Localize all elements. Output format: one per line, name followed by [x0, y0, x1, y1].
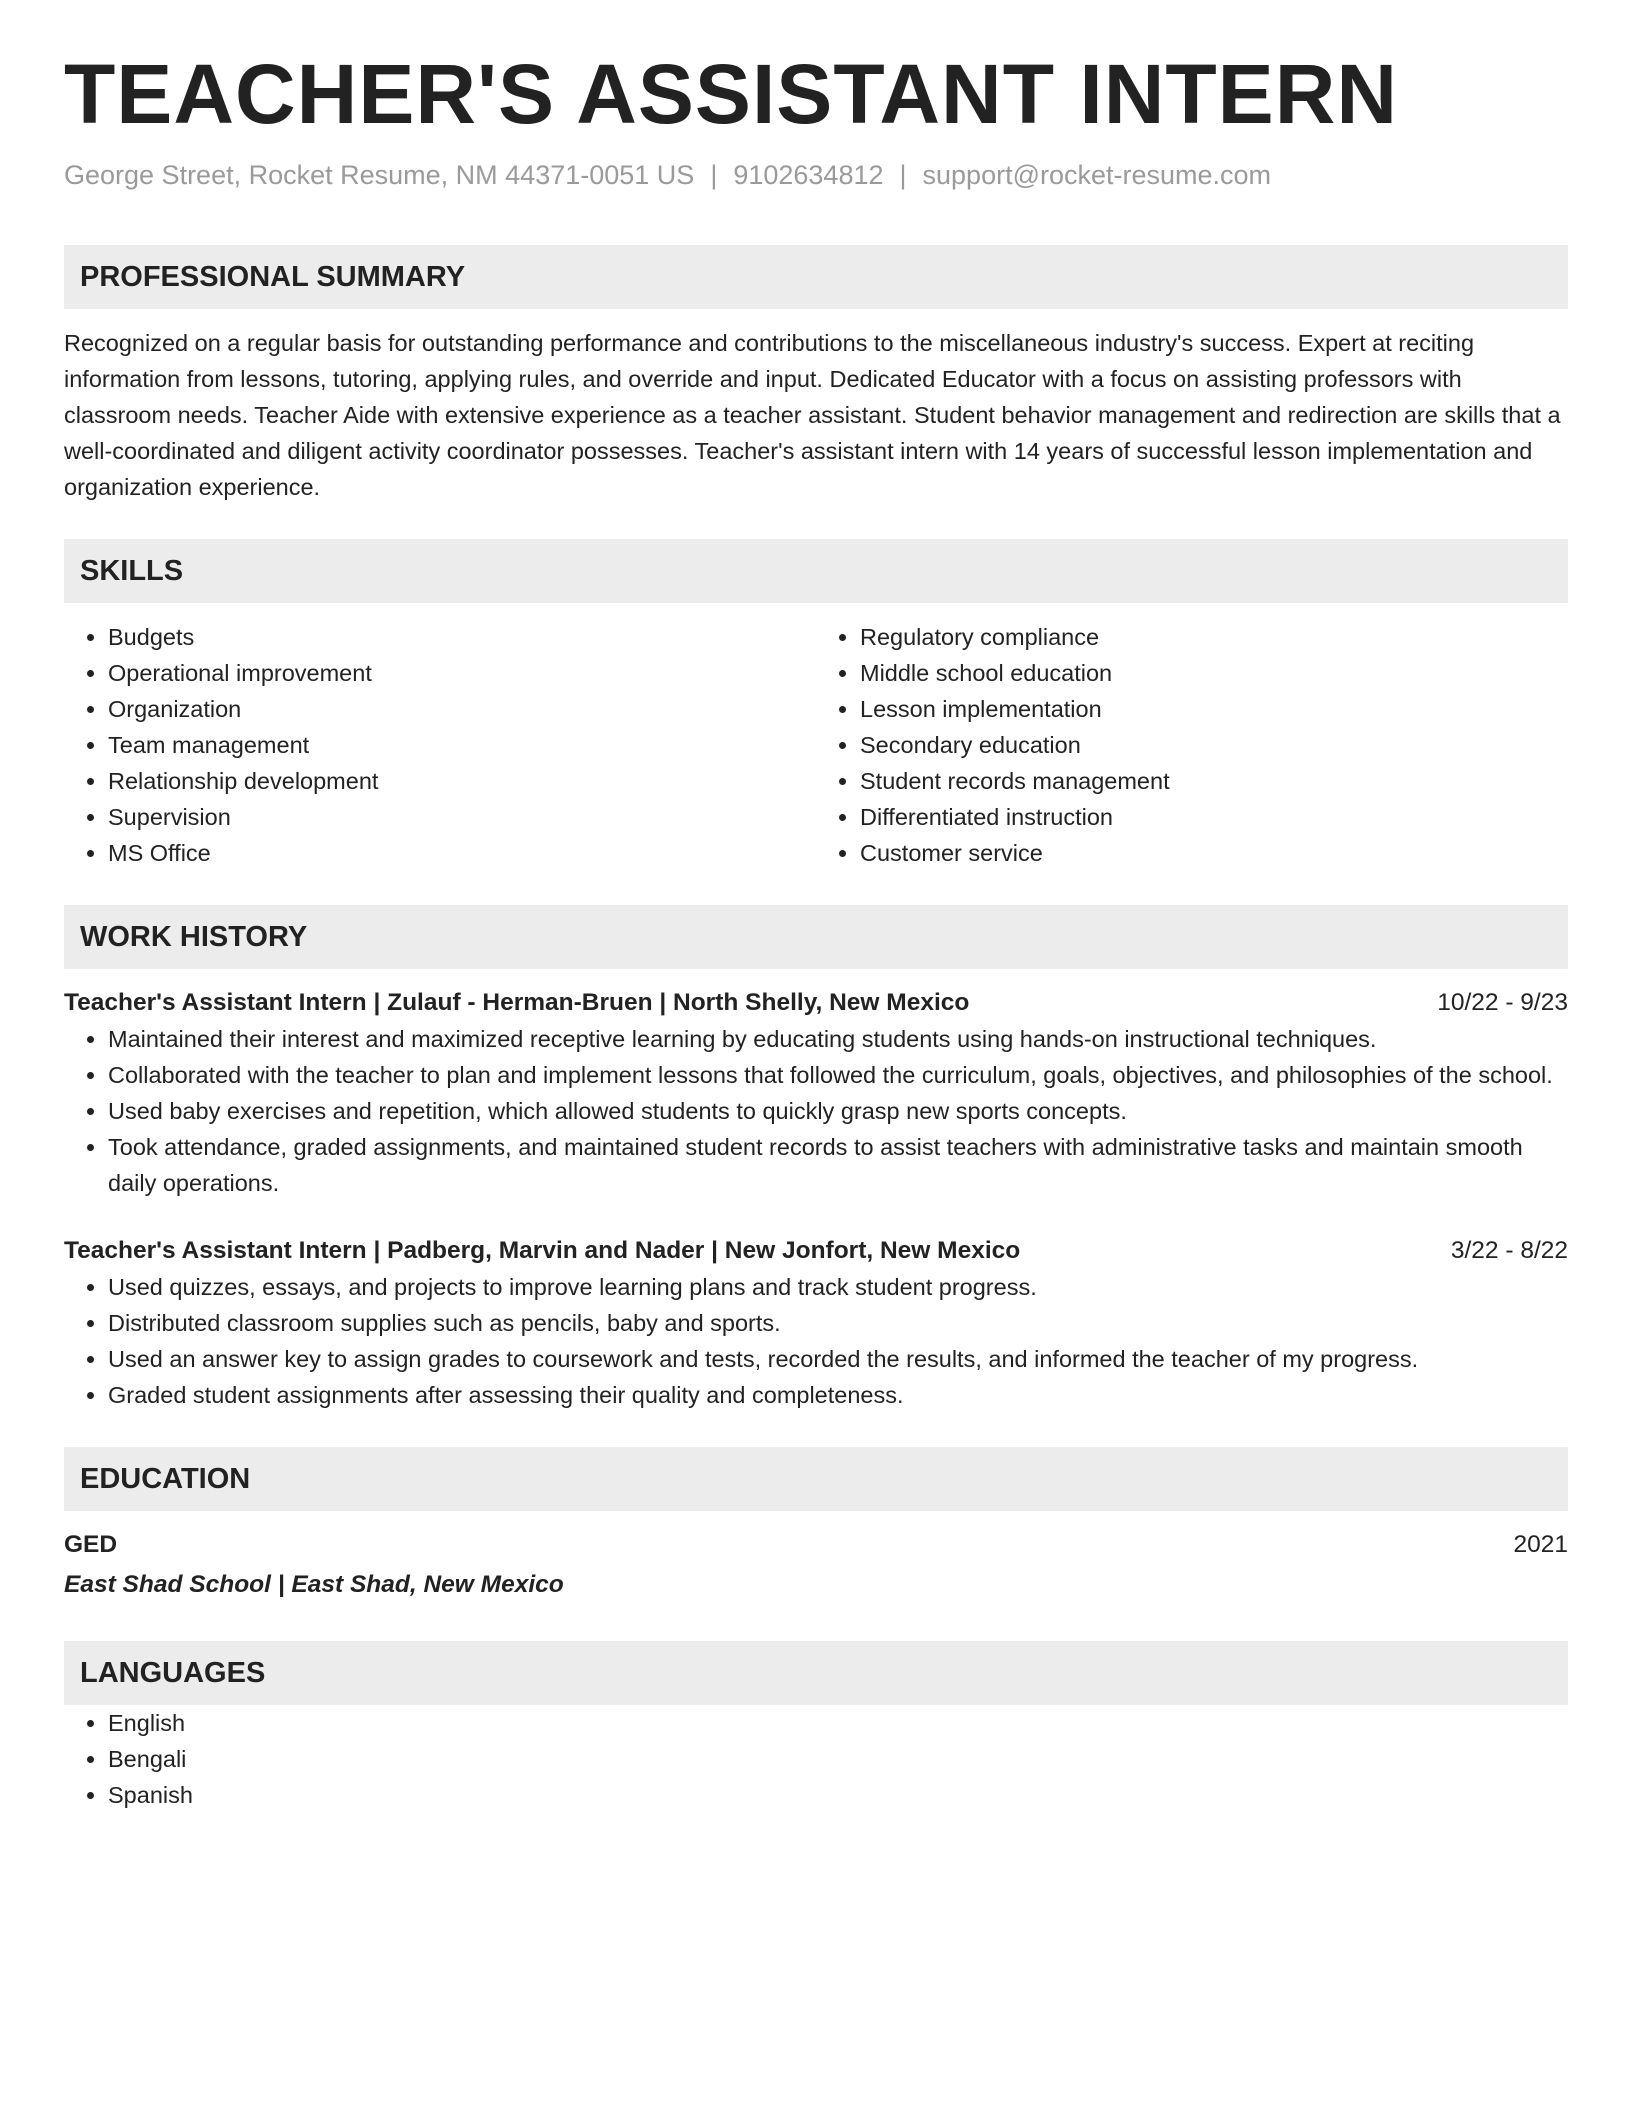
job-bullet: • Used an answer key to assign grades to coursework and tests, recorded the results, and informed the teacher of my progress.: [108, 1341, 1568, 1377]
job-title: Teacher's Assistant Intern | Padberg, Marvin and Nader | New Jonfort, New Mexico: [64, 1237, 1021, 1265]
skill-item: • Customer service: [860, 835, 1568, 871]
job-bullet: • Distributed classroom supplies such as pencils, baby and sports.: [108, 1305, 1568, 1341]
skill-item: • Organization: [108, 691, 816, 727]
skill-item: • Middle school education: [860, 655, 1568, 691]
job-bullet: • Collaborated with the teacher to plan and implement lessons that followed the curriculum, goals, objectives, and philosophies of the school.: [108, 1057, 1568, 1093]
language-item: • Spanish: [108, 1777, 1568, 1813]
skill-item: • Supervision: [108, 799, 816, 835]
skills-list-left: [64, 619, 816, 871]
skill-item: • Operational improvement: [108, 655, 816, 691]
skill-item: • Differentiated instruction: [860, 799, 1568, 835]
job-bullet: • Took attendance, graded assignments, and maintained student records to assist teachers with administrative tasks and maintain smooth daily operations.: [108, 1129, 1568, 1201]
section-heading-education: EDUCATION: [64, 1447, 1568, 1511]
section-heading-languages: LANGUAGES: [64, 1641, 1568, 1705]
contact-line: [64, 158, 1568, 193]
job-bullet: • Graded student assignments after assessing their quality and completeness.: [108, 1377, 1568, 1413]
job-bullet: • Maintained their interest and maximized receptive learning by educating students using hands-on instructional techniques.: [108, 1021, 1568, 1057]
skill-item: • Regulatory compliance: [860, 619, 1568, 655]
languages-list: [64, 1705, 1568, 1813]
contact-separator: |: [710, 160, 718, 191]
job-bullets: [64, 1269, 1568, 1413]
job-bullet: • Used baby exercises and repetition, which allowed students to quickly grasp new sports concepts.: [108, 1093, 1568, 1129]
skills-grid: [64, 619, 1568, 871]
contact-separator: |: [899, 160, 907, 191]
contact-address: George Street, Rocket Resume, NM 44371-0051 US: [64, 160, 695, 191]
job-entry: [64, 1233, 1568, 1413]
skill-item: • MS Office: [108, 835, 816, 871]
job-title: Teacher's Assistant Intern | Zulauf - Herman-Bruen | North Shelly, New Mexico: [64, 989, 970, 1017]
education-degree: GED: [64, 1531, 118, 1559]
job-bullets: [64, 1021, 1568, 1201]
language-item: • Bengali: [108, 1741, 1568, 1777]
section-heading-work-history: WORK HISTORY: [64, 905, 1568, 969]
job-dates: 3/22 - 8/22: [1450, 1237, 1568, 1265]
skill-item: • Secondary education: [860, 727, 1568, 763]
contact-phone: 9102634812: [733, 160, 884, 191]
skills-list-right: [816, 619, 1568, 871]
resume-name-title: TEACHER'S ASSISTANT INTERN: [64, 47, 1399, 141]
summary-text: Recognized on a regular basis for outstanding performance and contributions to the miscellaneous industry's success. Expert at reciting information from lessons, tutoring, applying rules, and override and input. Dedicated Educator with a focus on assisting professors with classroom needs. Teacher Aide with extensive experience as a teacher assistant. Student behavior management and redirection are skills that a well-coordinated and diligent activity coordinator possesses. Teacher's assistant intern with 14 years of successful lesson implementation and organization experience.: [64, 330, 1561, 501]
skill-item: • Student records management: [860, 763, 1568, 799]
contact-email: support@rocket-resume.com: [922, 160, 1272, 191]
language-item: • English: [108, 1705, 1568, 1741]
job-header: [64, 985, 1568, 1021]
education-row: [64, 1527, 1568, 1563]
education-year: 2021: [1513, 1531, 1568, 1559]
skill-item: • Relationship development: [108, 763, 816, 799]
job-bullet: • Used quizzes, essays, and projects to improve learning plans and track student progress.: [108, 1269, 1568, 1305]
job-header: [64, 1233, 1568, 1269]
section-heading-summary: PROFESSIONAL SUMMARY: [64, 245, 1568, 309]
job-dates: 10/22 - 9/23: [1437, 989, 1568, 1017]
skill-item: • Lesson implementation: [860, 691, 1568, 727]
job-entry: [64, 985, 1568, 1201]
skill-item: • Budgets: [108, 619, 816, 655]
section-heading-skills: SKILLS: [64, 539, 1568, 603]
education-school: East Shad School | East Shad, New Mexico: [64, 1571, 564, 1599]
skill-item: • Team management: [108, 727, 816, 763]
